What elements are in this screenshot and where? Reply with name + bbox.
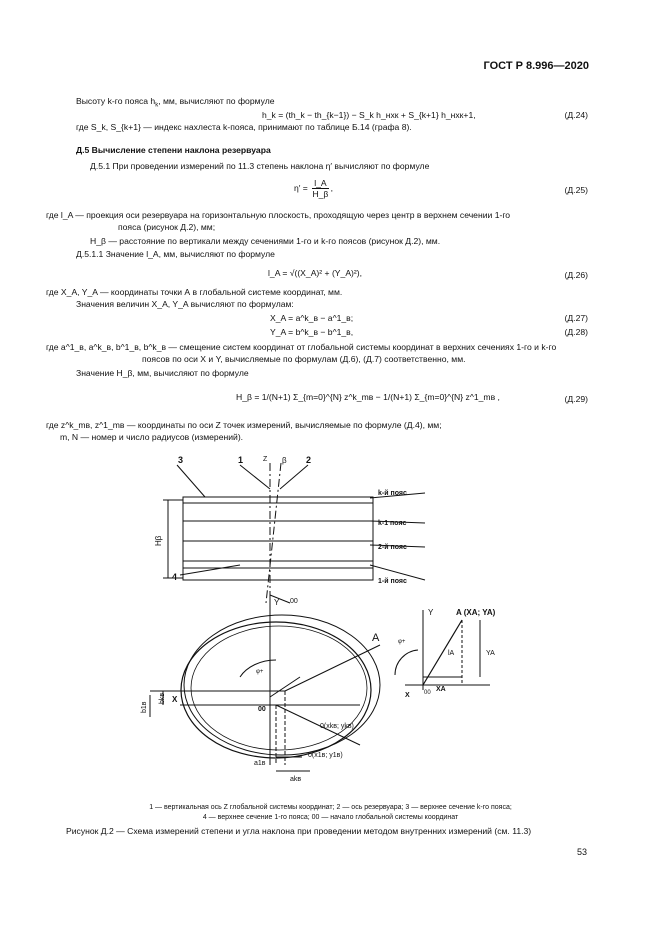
o1-label: 0(x1в; y1в) xyxy=(308,752,343,759)
para-z: где z^k_mв, z^1_mв — координаты по оси Z точек измерений, вычисляемые по формуле (Д.4), мм; xyxy=(46,420,442,430)
origin-00-top: 00 xyxy=(290,598,298,605)
plan-00-label: 00 xyxy=(258,706,266,713)
inset-x-label: X xyxy=(405,692,410,699)
para-height-intro-text: Высоту k-го пояса h xyxy=(76,96,156,106)
belt-label-k: k-й пояс xyxy=(378,490,407,497)
para-d51: Д.5.1 При проведении измерений по 11.3 степень наклона η′ вычисляют по формуле xyxy=(90,161,430,171)
inset-ya-label: YA xyxy=(486,650,495,657)
para-shift-line1: где a^1_в, a^k_в, b^1_в, b^k_в — смещение систем координат от глобальной системы координат в верхних сечениях 1-го и k-го xyxy=(46,342,557,352)
para-shift-line2: поясов по оси X и Y, вычисляемые по формулам (Д.6), (Д.7) соответственно, мм. xyxy=(142,354,466,364)
para-sk: где S_k, S_{k+1} — индекс нахлеста k-пояса, принимают по таблице Б.14 (графа 8). xyxy=(76,122,412,132)
equation-d27-number: (Д.27) xyxy=(564,313,588,323)
tank-axis-line xyxy=(266,463,281,603)
plan-x-label: X xyxy=(172,695,178,704)
para-hb: H_β — расстояние по вертикали между сечениями 1-го и k-го поясов (рисунок Д.2), мм. xyxy=(90,236,441,246)
leader-00 xyxy=(270,595,290,603)
figure-legend-line2: 4 — верхнее сечение 1-го пояса; 00 — начало глобальной системы координат xyxy=(202,814,459,821)
inset-la-vector xyxy=(423,620,462,685)
para-values: Значения величин X_A, Y_A вычисляют по формулам: xyxy=(76,299,294,309)
equation-d25 xyxy=(294,178,333,199)
equation-d25-tail: , xyxy=(330,182,334,193)
a1-label: a1в xyxy=(254,760,266,767)
para-la-line1: где l_A — проекция оси резервуара на горизонтальную плоскость, проходящую через центр в верхнем сечении 1-го xyxy=(46,210,511,220)
leader-2 xyxy=(280,465,308,489)
para-mn: m, N — номер и число радиусов (измерений). xyxy=(60,432,244,442)
equation-d27: X_A = a^k_в − a^1_в; xyxy=(270,313,354,323)
equation-d28: Y_A = b^k_в − b^1_в, xyxy=(270,327,354,337)
equation-d25-left: η′ = xyxy=(294,182,308,193)
equation-d29: H_β = 1/(N+1) Σ_{m=0}^{N} z^k_mв − 1/(N+1) Σ_{m=0}^{N} z^1_mв , xyxy=(236,392,500,402)
figure-legend-line1: 1 — вертикальная ось Z глобальной системы координат; 2 — ось резервуара; 3 — верхнее сечение k-го пояса; xyxy=(149,804,512,811)
para-xaya: где X_A, Y_A — координаты точки А в глобальной системе координат, мм. xyxy=(46,287,343,297)
leader-1 xyxy=(240,465,270,489)
bk-label: bkв xyxy=(159,692,166,704)
ellipse-k xyxy=(184,615,380,755)
para-height-intro-tail: , мм, вычисляют по формуле xyxy=(158,96,275,106)
para-height-intro xyxy=(76,96,275,112)
label-1: 1 xyxy=(238,455,244,465)
equation-d29-number: (Д.29) xyxy=(564,394,588,404)
equation-d25-numerator: l_A xyxy=(314,178,327,188)
para-d511: Д.5.1.1 Значение l_A, мм, вычисляют по формуле xyxy=(76,249,275,259)
section-title: Д.5 Вычисление степени наклона резервуара xyxy=(76,145,271,155)
plan-y-label: Y xyxy=(274,598,280,607)
figure-caption: Рисунок Д.2 — Схема измерений степени и угла наклона при проведении методом внутренних измерений (см. 11.3) xyxy=(66,826,532,836)
equation-d25-number: (Д.25) xyxy=(564,185,588,195)
plan-phi-label: φ+ xyxy=(256,669,264,675)
label-3: 3 xyxy=(178,455,184,465)
equation-d25-fraction xyxy=(312,178,328,199)
label-4: 4 xyxy=(172,572,178,582)
inset-xa-label: XA xyxy=(436,686,446,693)
inset-la-label: lA xyxy=(448,650,455,657)
label-2: 2 xyxy=(306,455,312,465)
leader-4 xyxy=(180,565,240,575)
para-hb-value: Значение H_β, мм, вычисляют по формуле xyxy=(76,368,249,378)
equation-d26: l_A = √((X_A)² + (Y_A)²), xyxy=(268,268,363,278)
equation-d24: h_k = (th_k − th_{k−1}) − S_k h_нхк + S_{k+1} h_нхк+1, xyxy=(262,110,476,120)
equation-d25-denominator: H_β xyxy=(312,189,329,199)
hb-label: Hβ xyxy=(154,535,163,546)
figure-tank-diagram xyxy=(0,445,661,805)
equation-d28-number: (Д.28) xyxy=(564,327,588,337)
ellipse-inner xyxy=(191,626,367,750)
inset-phi-arc xyxy=(395,650,418,675)
ok-label: 0(xkв; ykв) xyxy=(320,723,354,730)
document-header: ГОСТ Р 8.996—2020 xyxy=(483,60,589,72)
ak-label: akв xyxy=(290,776,302,783)
equation-d24-number: (Д.24) xyxy=(564,110,588,120)
belt-label-1: 1-й пояс xyxy=(378,578,407,585)
label-beta: β xyxy=(282,456,287,465)
para-la-line2: пояса (рисунок Д.2), мм; xyxy=(118,222,216,232)
belt-label-k1: k-1 пояс xyxy=(378,520,407,527)
inset-phi-label: φ+ xyxy=(398,639,406,645)
leader-3 xyxy=(177,465,205,497)
belt-label-2: 2-й пояс xyxy=(378,544,407,551)
point-a-label: A xyxy=(372,632,380,644)
label-z: Z xyxy=(263,456,268,463)
para-height-intro-sub: k xyxy=(155,102,159,109)
inset-00-label: 00 xyxy=(424,690,431,696)
b1-label: b1в xyxy=(141,701,148,713)
page-number: 53 xyxy=(576,847,587,857)
equation-d26-number: (Д.26) xyxy=(564,270,588,280)
inset-a-label: A (XA; YA) xyxy=(456,608,496,617)
inset-y-label: Y xyxy=(428,608,434,617)
